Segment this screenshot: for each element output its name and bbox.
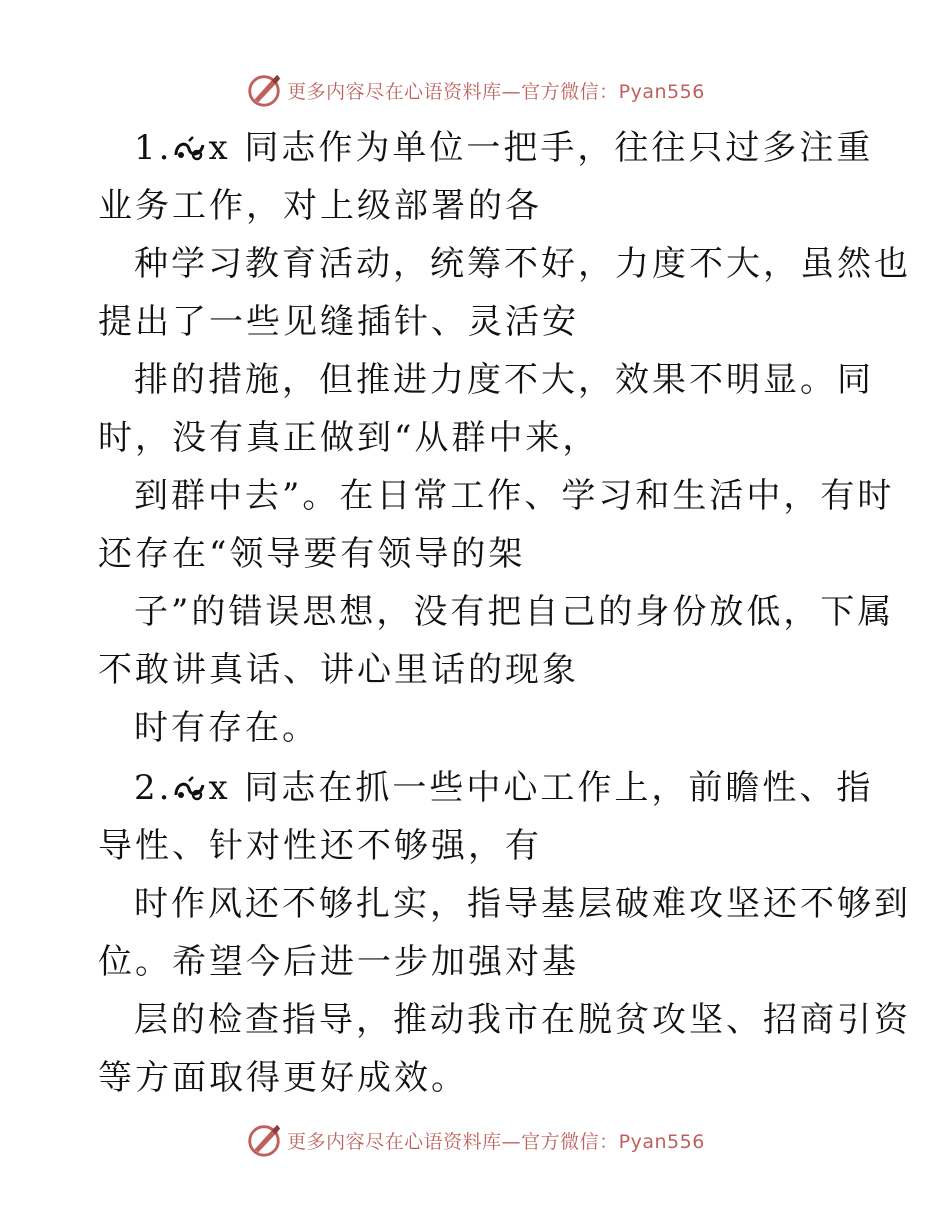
paragraph-line bbox=[98, 186, 542, 226]
paragraph-line bbox=[134, 768, 873, 808]
line-text: 提出了一些见缝插针、灵活安 bbox=[98, 302, 579, 342]
item-number: 1. bbox=[134, 128, 173, 168]
line-text: 种学习教育活动，统筹不好，力度不大，虽然也 bbox=[134, 244, 911, 284]
line-text: 子”的错误思想，没有把自己的身份放低，下属 bbox=[134, 592, 895, 632]
paragraph-line bbox=[98, 826, 542, 866]
line-text: x 同志作为单位一把手，往往只过多注重 bbox=[208, 128, 874, 168]
line-text: 不敢讲真话、讲心里话的现象 bbox=[98, 650, 579, 690]
paragraph-line bbox=[134, 128, 873, 168]
watermark-footer bbox=[0, 1120, 950, 1160]
paragraph-line bbox=[134, 592, 894, 632]
paragraph-line bbox=[98, 418, 599, 458]
paragraph-line bbox=[134, 360, 874, 400]
line-text: 还存在“领导要有领导的架 bbox=[98, 534, 526, 574]
line-text: 层的检查指导，推动我市在脱贫攻坚、招商引资 bbox=[134, 1000, 911, 1040]
line-text: 导性、针对性还不够强，有 bbox=[98, 826, 542, 866]
paragraph-line bbox=[98, 650, 579, 690]
line-text: 业务工作，对上级部署的各 bbox=[98, 186, 542, 226]
paragraph-line bbox=[134, 476, 894, 516]
paragraph-line bbox=[134, 708, 319, 748]
item-number: 2. bbox=[134, 768, 173, 808]
paragraph-line bbox=[134, 884, 911, 924]
watermark-text: 更多内容尽在心语资料库—官方微信：Pyan556 bbox=[287, 80, 705, 103]
watermark-text: 更多内容尽在心语资料库—官方微信：Pyan556 bbox=[287, 1130, 705, 1153]
paragraph-line bbox=[134, 244, 911, 284]
line-text: x 同志在抓一些中心工作上，前瞻性、指 bbox=[208, 768, 874, 808]
line-text: 位。希望今后进一步加强对基 bbox=[98, 942, 579, 982]
line-text: 等方面取得更好成效。 bbox=[98, 1058, 468, 1098]
pen-circle-logo-icon bbox=[245, 1121, 283, 1159]
ornament-glyph-icon bbox=[173, 135, 207, 163]
paragraph-line bbox=[98, 942, 579, 982]
paragraph-line bbox=[134, 1000, 911, 1040]
line-text: 时，没有真正做到“从群中来， bbox=[98, 418, 600, 458]
line-text: 排的措施，但推进力度不大，效果不明显。同 bbox=[134, 360, 874, 400]
line-text: 时作风还不够扎实，指导基层破难攻坚还不够到 bbox=[134, 884, 911, 924]
line-text: 时有存在。 bbox=[134, 708, 319, 748]
paragraph-line bbox=[98, 534, 525, 574]
paragraph-line bbox=[98, 302, 579, 342]
line-text: 到群中去”。在日常工作、学习和生活中，有时 bbox=[134, 476, 895, 516]
paragraph-line bbox=[98, 1058, 468, 1098]
ornament-glyph-icon bbox=[173, 775, 207, 803]
